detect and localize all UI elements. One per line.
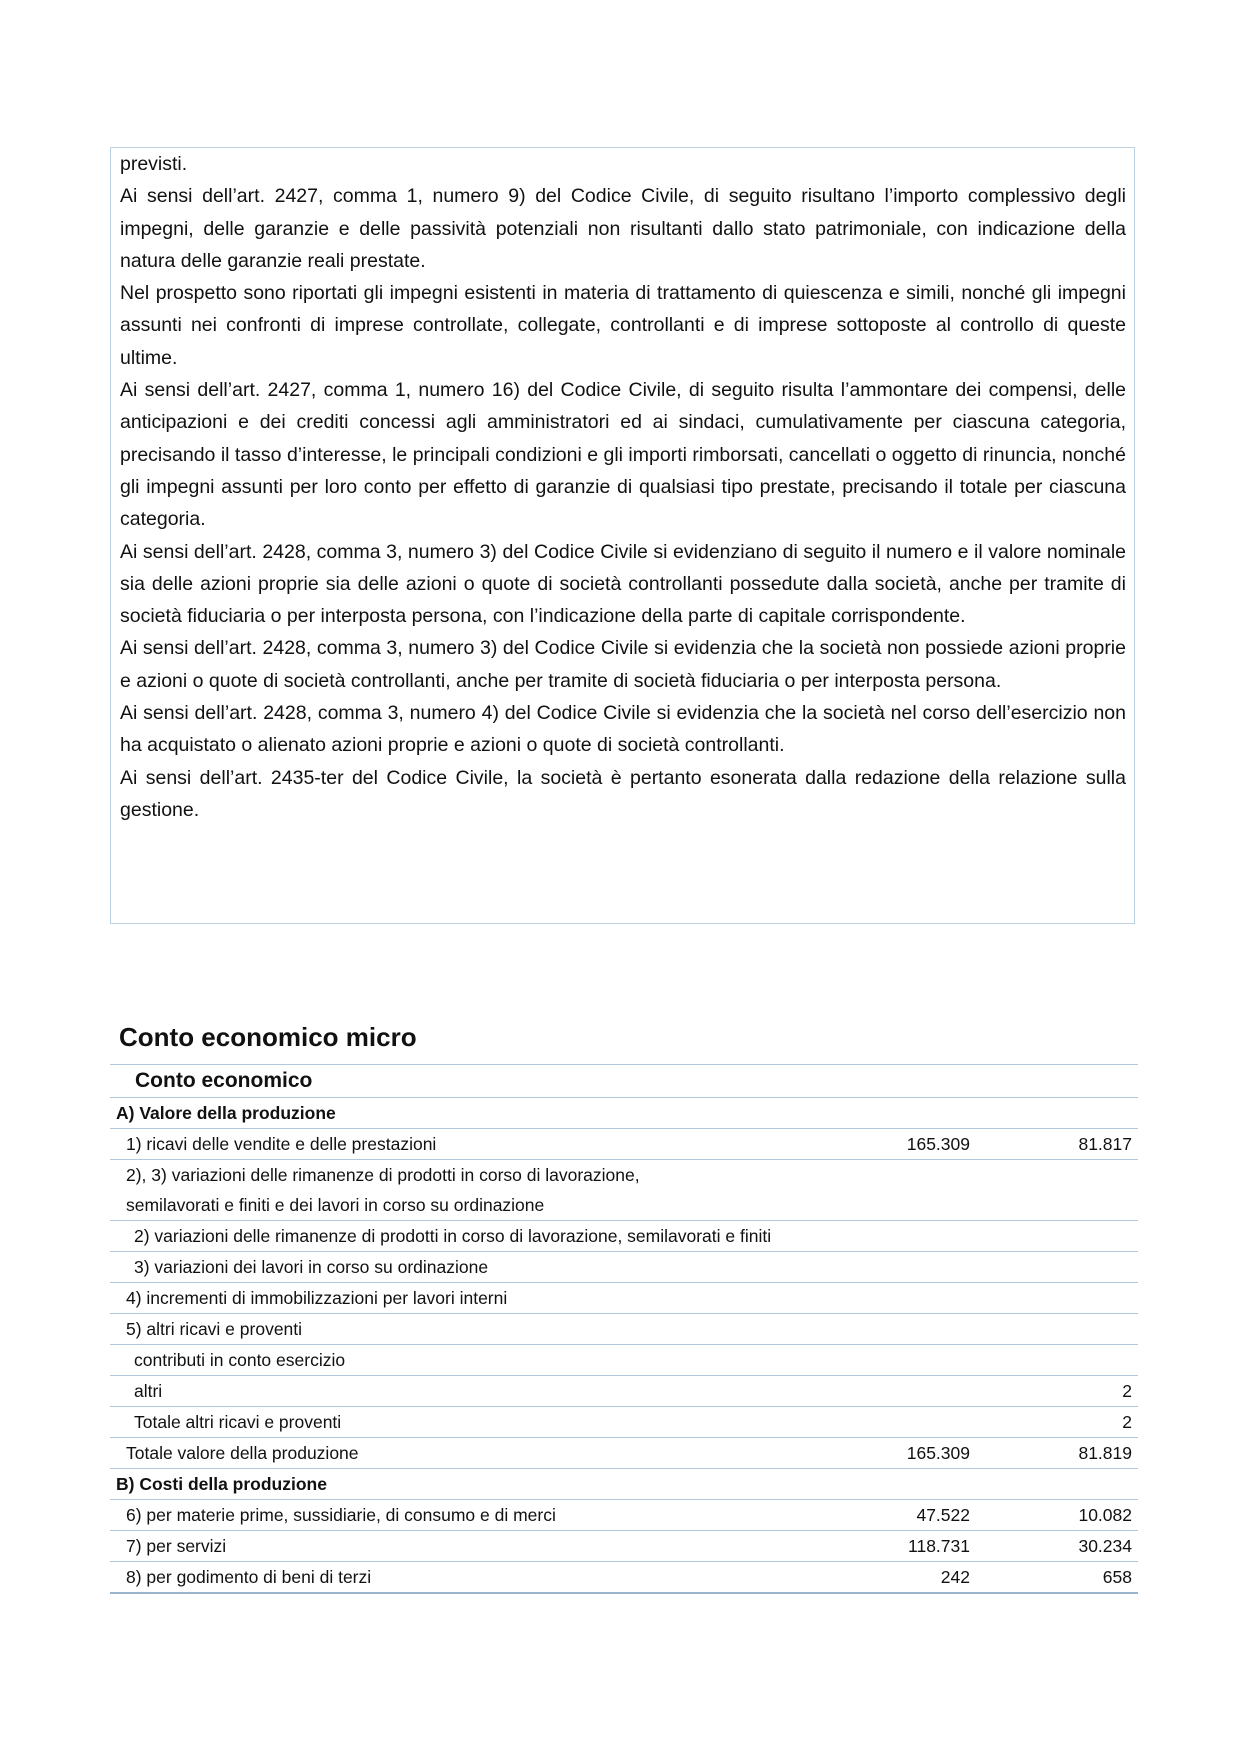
note-paragraph: Ai sensi dell’art. 2435-ter del Codice Civile, la società è pertanto esonerata dalla redazione della relazione sulla gestione. <box>120 766 1126 821</box>
row-value-current: 242 <box>814 1562 976 1594</box>
note-paragraph: Ai sensi dell’art. 2427, comma 1, numero 16) del Codice Civile, di seguito risulta l’ammontare dei compensi, delle anticipazioni e dei crediti concessi agli amministratori ed ai sindaci, cumulativamente per ciascuna categoria, precisando il tasso d’interesse, le principali condizioni e gli importi rimborsati, cancellati o oggetto di rinuncia, nonché gli impegni assunti per loro conto per effetto di garanzie di qualsiasi tipo prestate, precisando il totale per ciascuna categoria. <box>120 379 1126 531</box>
row-value-current: 165.309 <box>814 1438 976 1469</box>
row-value-current <box>814 1345 976 1376</box>
note-paragraph: Ai sensi dell’art. 2428, comma 3, numero 3) del Codice Civile si evidenziano di seguito il numero e il valore nominale sia delle azioni proprie sia delle azioni o quote di società controllanti possedute dalla società, anche per tramite di società fiduciaria o per interposta persona, con l’indicazione della parte di capitale corrispondente. <box>120 540 1126 628</box>
row-value-current <box>814 1469 976 1500</box>
row-value-current: 47.522 <box>814 1500 976 1531</box>
table-header: Conto economico <box>110 1065 1138 1098</box>
row-label: contributi in conto esercizio <box>110 1345 814 1376</box>
table-row <box>110 1407 1138 1438</box>
row-label: B) Costi della produzione <box>110 1469 814 1500</box>
row-value-previous <box>976 1098 1138 1129</box>
row-value-previous: 81.819 <box>976 1438 1138 1469</box>
row-value-previous <box>976 1469 1138 1500</box>
row-value-current <box>814 1376 976 1407</box>
note-paragraph: Ai sensi dell’art. 2428, comma 3, numero 4) del Codice Civile si evidenzia che la società nel corso dell’esercizio non ha acquistato o alienato azioni proprie e azioni o quote di società controllanti. <box>120 702 1126 757</box>
row-label: 4) incrementi di immobilizzazioni per lavori interni <box>110 1283 814 1314</box>
row-value-previous: 2 <box>976 1407 1138 1438</box>
row-label: A) Valore della produzione <box>110 1098 814 1129</box>
table-row <box>110 1345 1138 1376</box>
row-value-current <box>814 1407 976 1438</box>
row-value-current: 165.309 <box>814 1129 976 1160</box>
table-row <box>110 1283 1138 1314</box>
row-value-previous: 81.817 <box>976 1129 1138 1160</box>
table-row <box>110 1252 1138 1283</box>
row-value-previous: 658 <box>976 1562 1138 1594</box>
row-label: 6) per materie prime, sussidiarie, di consumo e di merci <box>110 1500 814 1531</box>
section-title: Conto economico micro <box>119 1022 417 1052</box>
note-paragraph: Ai sensi dell’art. 2427, comma 1, numero 9) del Codice Civile, di seguito risultano l’importo complessivo degli impegni, delle garanzie e delle passività potenziali non risultanti dallo stato patrimoniale, con indicazione della natura delle garanzie reali prestate. <box>120 185 1126 272</box>
table-row <box>110 1469 1138 1500</box>
table-row <box>110 1129 1138 1160</box>
row-label: 3) variazioni dei lavori in corso su ordinazione <box>110 1252 814 1283</box>
income-statement-table <box>110 1064 1138 1594</box>
row-value-previous <box>976 1283 1138 1314</box>
row-value-previous <box>976 1221 1138 1252</box>
table-row <box>110 1160 1138 1221</box>
note-paragraph: Ai sensi dell’art. 2428, comma 3, numero 3) del Codice Civile si evidenzia che la società non possiede azioni proprie e azioni o quote di società controllanti, anche per tramite di società fiduciaria o per interposta persona. <box>120 637 1126 692</box>
table-row <box>110 1376 1138 1407</box>
row-label: Totale valore della produzione <box>110 1438 814 1469</box>
row-label: 5) altri ricavi e proventi <box>110 1314 814 1345</box>
table-row <box>110 1314 1138 1345</box>
row-value-current <box>814 1283 976 1314</box>
table-row <box>110 1221 1138 1252</box>
row-label: 2), 3) variazioni delle rimanenze di prodotti in corso di lavorazione, semilavorati e finiti e dei lavori in corso su ordinazione <box>110 1160 814 1221</box>
table-row <box>110 1098 1138 1129</box>
row-value-current <box>814 1252 976 1283</box>
row-value-previous: 2 <box>976 1376 1138 1407</box>
row-value-previous: 10.082 <box>976 1500 1138 1531</box>
note-paragraph: Nel prospetto sono riportati gli impegni esistenti in materia di trattamento di quiescenza e simili, nonché gli impegni assunti nei confronti di imprese controllate, collegate, controllanti e di imprese sottoposte al controllo di queste ultime. <box>120 282 1126 369</box>
row-value-previous <box>976 1252 1138 1283</box>
note-paragraph: previsti. <box>120 153 188 175</box>
row-value-previous <box>976 1345 1138 1376</box>
row-value-current <box>814 1221 976 1252</box>
row-label: 1) ricavi delle vendite e delle prestazioni <box>110 1129 814 1160</box>
row-value-current <box>814 1314 976 1345</box>
table-row <box>110 1531 1138 1562</box>
row-value-previous: 30.234 <box>976 1531 1138 1562</box>
row-value-previous <box>976 1314 1138 1345</box>
row-label: altri <box>110 1376 814 1407</box>
row-value-current: 118.731 <box>814 1531 976 1562</box>
row-value-current <box>814 1160 976 1221</box>
row-value-previous <box>976 1160 1138 1221</box>
row-label: 8) per godimento di beni di terzi <box>110 1562 814 1594</box>
row-label: 7) per servizi <box>110 1531 814 1562</box>
row-value-current <box>814 1098 976 1129</box>
table-row <box>110 1562 1138 1594</box>
table-header-row <box>110 1065 1138 1098</box>
row-label: Totale altri ricavi e proventi <box>110 1407 814 1438</box>
row-label: 2) variazioni delle rimanenze di prodotti in corso di lavorazione, semilavorati e finiti <box>110 1221 814 1252</box>
table-row <box>110 1500 1138 1531</box>
notes-box <box>110 147 1135 924</box>
table-row <box>110 1438 1138 1469</box>
